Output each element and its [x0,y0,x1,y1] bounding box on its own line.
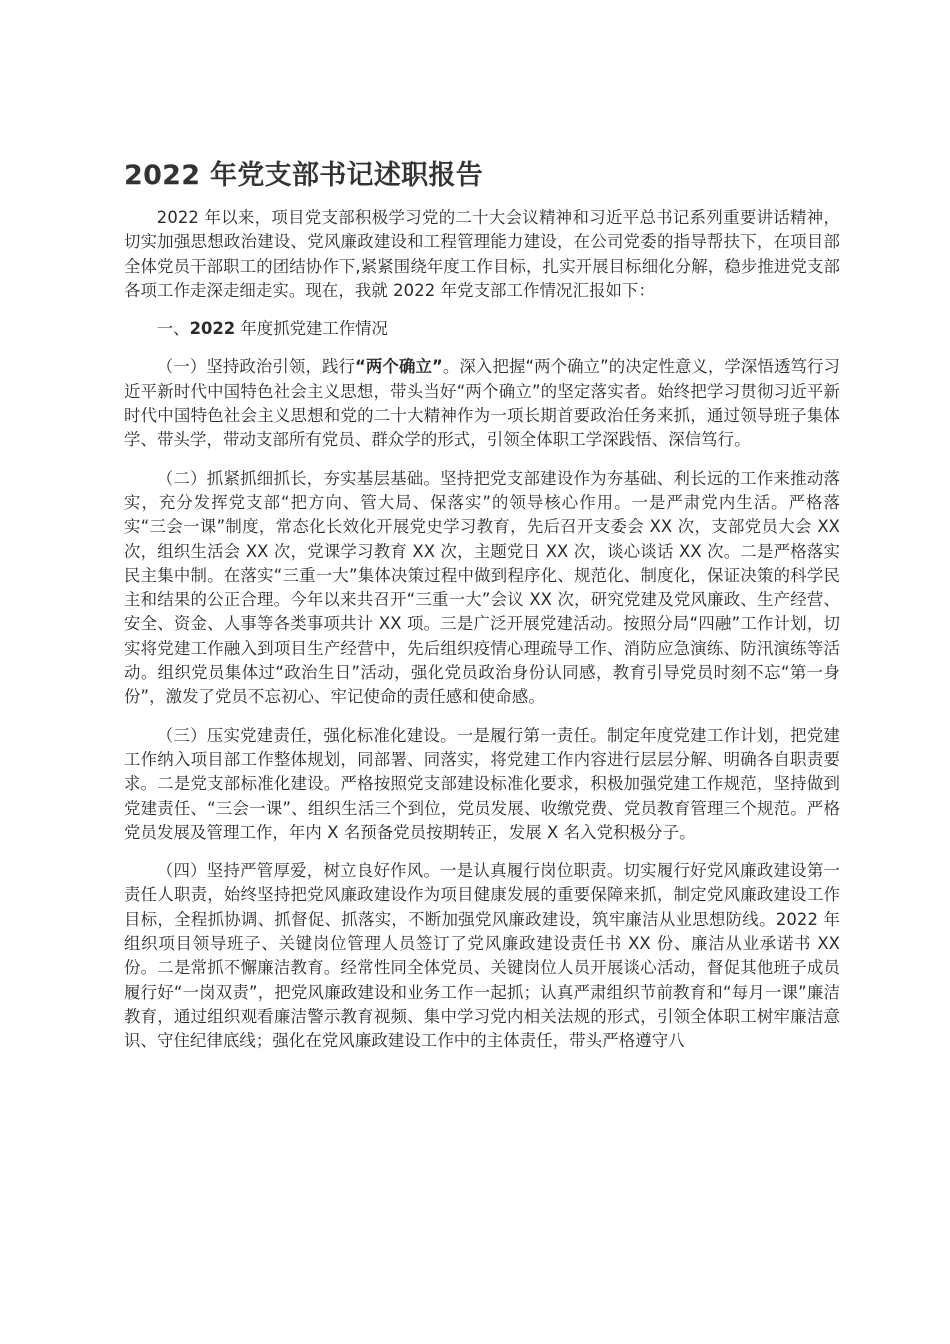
document-title: 2022 年党支部书记述职报告 [124,160,484,191]
document-body [124,206,840,1068]
paragraph-1 [124,355,840,452]
paragraph-2: （二）抓紧抓细抓长，夯实基层基础。坚持把党支部建设作为夯基础、利长远的工作来推动落实，充分发挥党支部“把方向、管大局、保落实”的领导核心作用。一是严肃党内生活。严格落实“三会一课”制度，常态化长效化开展党史学习教育，先后召开支委会 XX 次，支部党员大会 XX 次，组织生活会 XX 次，党课学习教育 XX 次，主题党日 XX 次，谈心谈话 XX 次。二是严格落实民主集中制。在落实“三重一大”集体决策过程中做到程序化、规范化、制度化，保证决策的科学民主和结果的公正合理。今年以来共召开“三重一大”会议 XX 次，研究党建及党风廉政、生产经营、安全、资金、人事等各类事项共计 XX 项。三是广泛开展党建活动。按照分局“四融”工作计划，切实将党建工作融入到项目生产经营中，先后组织疫情心理疏导工作、消防应急演练、防汛演练等活动。组织党员集体过“政治生日”活动，强化党员政治身份认同感，教育引导党员时刻不忘“第一身份”，激发了党员不忘初心、牢记使命的责任感和使命感。 [124,468,840,707]
section-heading-prefix: 一、 [156,319,190,339]
section-heading-1 [124,317,840,341]
paragraph-1-rest: 。深入把握“两个确立”的决定性意义，学深悟透笃行习近平新时代中国特色社会主义思想，带头当好“两个确立”的坚定落实者。始终把学习贯彻习近平新时代中国特色社会主义思想和党的二十大精神作为一项长期首要政治任务来抓，通过领导班子集体学、带头学，带动支部所有党员、群众学的形式，引领全体职工学深践悟、深信笃行。 [124,357,840,450]
paragraph-1-lead: （一）坚持政治引领，践行 [156,357,356,377]
intro-paragraph: 2022 年以来，项目党支部积极学习党的二十大会议精神和习近平总书记系列重要讲话精神，切实加强思想政治建设、党风廉政建设和工程管理能力建设，在公司党委的指导帮扶下，在项目部全体党员干部职工的团结协作下,紧紧围绕年度工作目标，扎实开展目标细化分解，稳步推进党支部各项工作走深走细走实。现在，我就 2022 年党支部工作情况汇报如下： [124,208,840,300]
paragraph-3: （三）压实党建责任，强化标准化建设。一是履行第一责任。制定年度党建工作计划，把党建工作纳入项目部工作整体规划，同部署、同落实，将党建工作内容进行层层分解、明确各自职责要求。二是党支部标准化建设。严格按照党支部建设标准化要求，积极加强党建工作规范，坚持做到党建责任、“三会一课”、组织生活三个到位，党员发展、收缴党费、党员教育管理三个规范。严格党员发展及管理工作，年内 X 名预备党员按期转正，发展 X 名入党积极分子。 [124,725,840,842]
paragraph-1-bold-quote: “两个确立” [355,357,443,377]
section-heading-year: 2022 [189,319,236,339]
section-heading-text: 年度抓党建工作情况 [235,319,388,339]
paragraph-4: （四）坚持严管厚爱，树立良好作风。一是认真履行岗位职责。切实履行好党风廉政建设第一责任人职责，始终坚持把党风廉政建设作为项目健康发展的重要保障来抓，制定党风廉政建设工作目标，全程抓协调、抓督促、抓落实，不断加强党风廉政建设，筑牢廉洁从业思想防线。2022 年组织项目领导班子、关键岗位管理人员签订了党风廉政建设责任书 XX 份、廉洁从业承诺书 XX 份。二是常抓不懈廉洁教育。经常性同全体党员、关键岗位人员开展谈心活动，督促其他班子成员履行好“一岗双责”，把党风廉政建设和业务工作一起抓；认真严肃组织节前教育和“每月一课”廉洁教育，通过组织观看廉洁警示教育视频、集中学习党内相关法规的形式，引领全体职工树牢廉洁意识、守住纪律底线；强化在党风廉政建设工作中的主体责任，带头严格遵守八 [124,861,840,1051]
